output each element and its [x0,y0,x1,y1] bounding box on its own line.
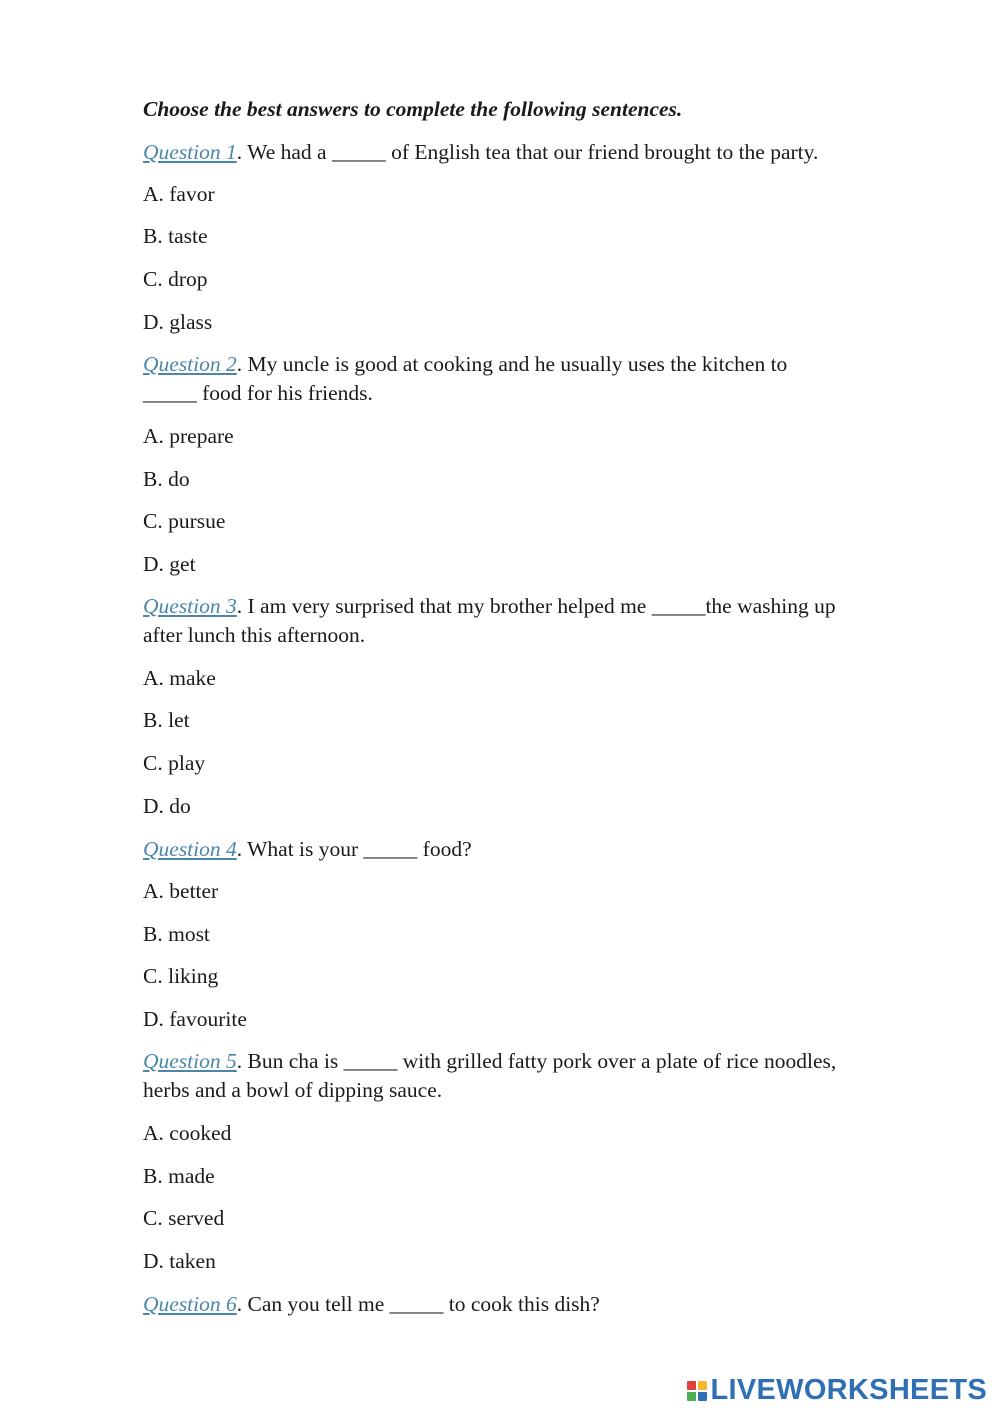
question-6-text: . Can you tell me _____ to cook this dish? [236,1292,600,1316]
question-2-option-d[interactable]: D. get [143,552,196,576]
question-3-option-d[interactable]: D. do [143,794,191,818]
question-4-link[interactable]: Question 4 [143,837,237,861]
instruction-heading: Choose the best answers to complete the following sentences. [143,97,683,121]
question-2-option-a[interactable]: A. prepare [143,424,234,448]
question-4-option-a[interactable]: A. better [143,879,219,903]
question-5-option-d[interactable]: D. taken [143,1249,216,1273]
question-1-option-b[interactable]: B. taste [143,224,208,248]
question-5-option-b[interactable]: B. made [143,1164,215,1188]
question-5-option-a[interactable]: A. cooked [143,1121,232,1145]
question-5-text: . Bun cha is _____ with grilled fatty pork over a plate of rice noodles, [236,1049,837,1073]
question-6-link[interactable]: Question 6 [143,1292,237,1316]
question-4 [143,835,472,864]
question-4-text: . What is your _____ food? [236,837,472,861]
question-2-text: . My uncle is good at cooking and he usually uses the kitchen to [236,352,788,376]
logo-square-green [687,1392,696,1401]
question-2-option-c[interactable]: C. pursue [143,509,226,533]
logo-square-yellow [698,1381,707,1390]
question-3-text-line-2: after lunch this afternoon. [143,623,366,647]
question-1-link[interactable]: Question 1 [143,140,237,164]
question-4-option-d[interactable]: D. favourite [143,1007,247,1031]
question-1-option-a[interactable]: A. favor [143,182,215,206]
question-1-option-c[interactable]: C. drop [143,267,208,291]
logo-mark-icon [687,1381,707,1401]
question-1 [143,138,818,167]
question-1-text: . We had a _____ of English tea that our friend brought to the party. [236,140,819,164]
question-2-option-b[interactable]: B. do [143,467,190,491]
question-6 [143,1290,600,1319]
question-4-option-b[interactable]: B. most [143,922,210,946]
question-3-option-a[interactable]: A. make [143,666,216,690]
question-5 [143,1047,836,1076]
question-4-option-c[interactable]: C. liking [143,964,219,988]
question-5-option-c[interactable]: C. served [143,1206,225,1230]
question-3 [143,592,836,621]
question-5-link[interactable]: Question 5 [143,1049,237,1073]
question-2 [143,350,787,379]
question-2-link[interactable]: Question 2 [143,352,237,376]
question-3-link[interactable]: Question 3 [143,594,237,618]
question-5-text-line-2: herbs and a bowl of dipping sauce. [143,1078,443,1102]
liveworksheets-logo [687,1374,988,1407]
logo-text: LIVEWORKSHEETS [710,1374,987,1406]
logo-square-red [687,1381,696,1390]
question-3-option-c[interactable]: C. play [143,751,206,775]
logo-square-blue [698,1392,707,1401]
question-3-option-b[interactable]: B. let [143,708,190,732]
question-2-text-line-2: _____ food for his friends. [143,381,373,405]
question-1-option-d[interactable]: D. glass [143,310,213,334]
question-3-text: . I am very surprised that my brother helped me _____the washing up [236,594,836,618]
